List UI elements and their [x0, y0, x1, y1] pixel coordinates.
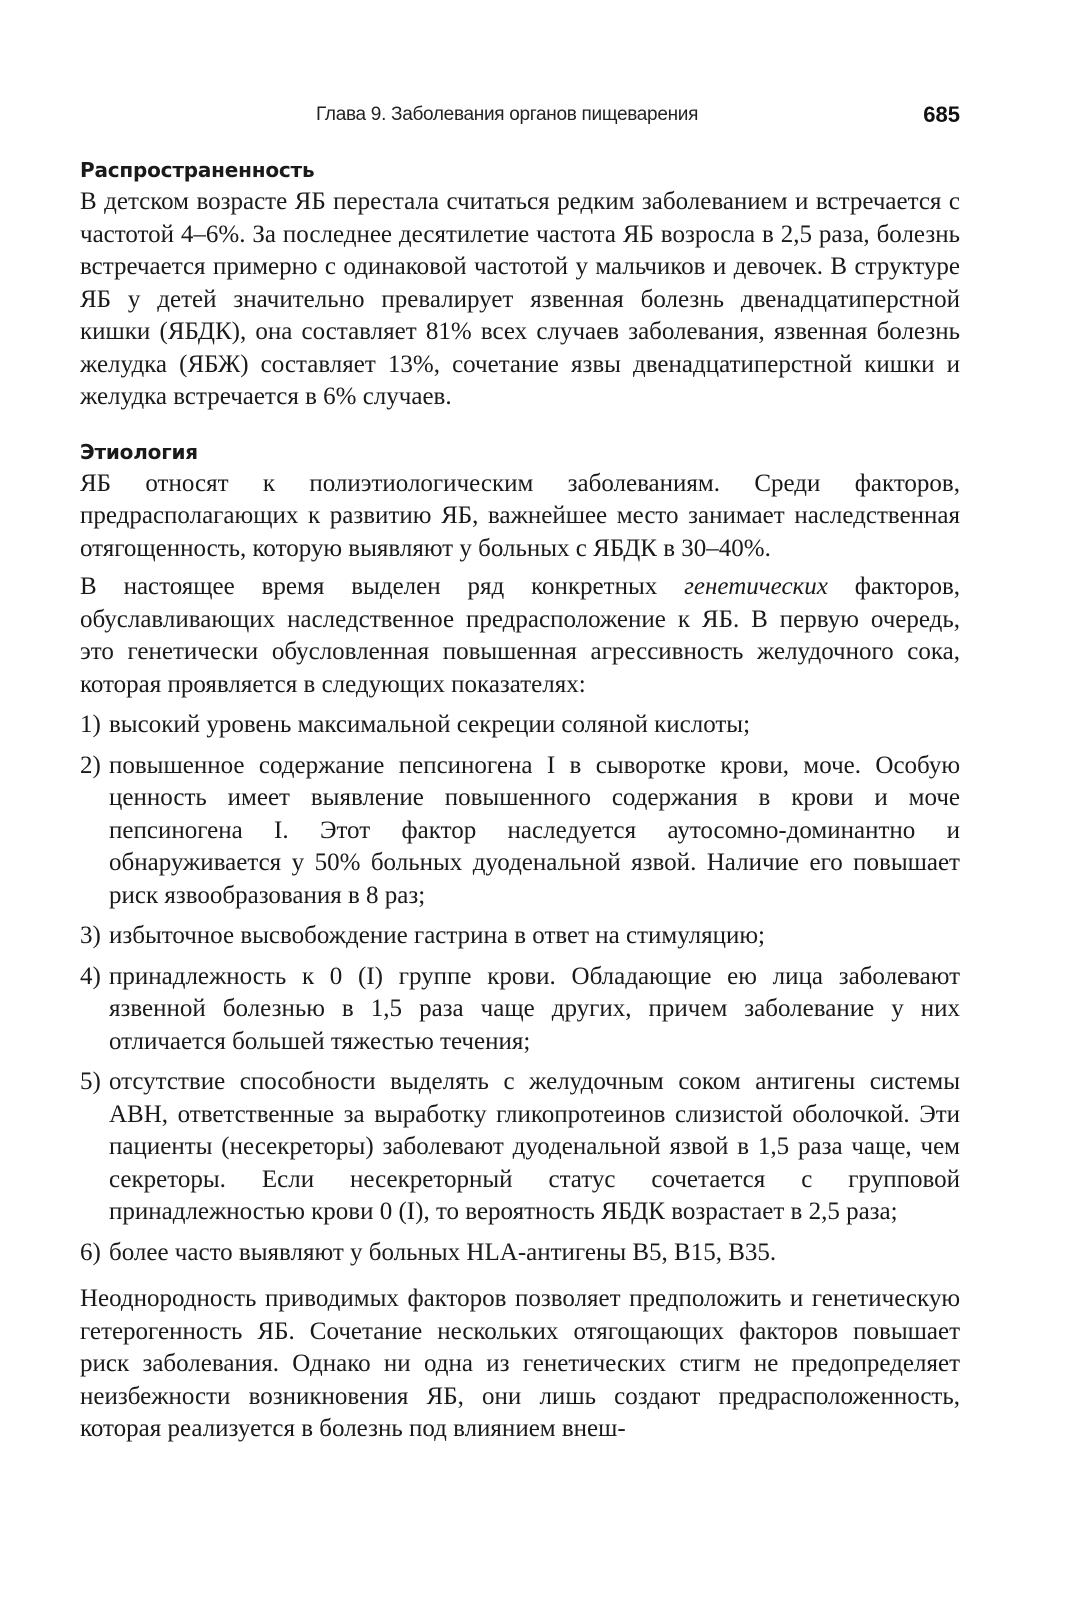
list-item: [80, 709, 960, 742]
section-heading-prevalence: Распространенность: [80, 158, 315, 182]
list-item: [80, 1237, 960, 1270]
running-head: [80, 104, 960, 132]
etiology-paragraph-2: [80, 571, 960, 701]
section-heading-etiology: Этиология: [80, 439, 198, 464]
list-item-text: высокий уровень максимальной секреции соляной кислоты;: [109, 711, 751, 738]
list-item-text: более часто выявляют у больных HLA-антигены B5, B15, B35.: [109, 1238, 777, 1266]
page-number: 685: [923, 102, 960, 127]
list-item-text: принадлежность к 0 (I) группе крови. Обладающие ею лица заболевают язвенной болезнью в 1,5 раза чаще других, причем заболевание у них отличается большей тяжестью течения;: [109, 962, 960, 1055]
chapter-title: Глава 9. Заболевания органов пищеварения: [316, 104, 699, 125]
list-item: [80, 1066, 960, 1229]
etiology-paragraph-1: ЯБ относят к полиэтиологическим заболеваниям. Среди факторов, предрасполагающих к развитию ЯБ, важнейшее место занимает наследственная отягощенность, которую выявляют у больных с ЯБДК в 30–40%.: [80, 469, 960, 562]
list-item: [80, 961, 960, 1059]
list-item-number: 5): [80, 1068, 101, 1095]
etiology-paragraph-2-start: В настоящее время выделен ряд конкретных: [80, 573, 685, 600]
list-item: [80, 920, 960, 953]
list-item: [80, 750, 960, 913]
list-item-text: повышенное содержание пепсиногена I в сыворотке крови, моче. Особую ценность имеет выявление повышенного содержания в крови и моче пепсиногена I. Этот фактор наследуется аутосомно-доминантно и обнаруживается у 50% больных дуоденальной язвой. Наличие его повышает риск язвообразования в 8 раз;: [109, 751, 960, 909]
prevalence-paragraph: В детском возрасте ЯБ перестала считаться редким заболеванием и встречается с частотой 4–6%. За последнее десятилетие частота ЯБ возросла в 2,5 раза, болезнь встречается примерно с одинаковой частотой у мальчиков и девочек. В структуре ЯБ у детей значительно превалирует язвенная болезнь двенадцатиперстной кишки (ЯБДК), она составляет 81% всех случаев заболевания, язвенная болезнь желудка (ЯБЖ) составляет 13%, сочетание язвы двенадцатиперстной кишки и желудка встречается в 6% случаев.: [80, 188, 960, 410]
etiology-paragraph-2-emphasis: генетических: [684, 573, 828, 600]
genetic-factors-list: [80, 709, 960, 1269]
list-item-text: избыточное высвобождение гастрина в ответ на стимуляцию;: [109, 922, 766, 949]
etiology-paragraph-2-end: факторов, обуславливающих наследственное предрасположение к ЯБ. В первую очередь, это генетически обусловленная повышенная агрессивность желудочного сока, которая проявляется в следующих показателях:: [80, 573, 960, 698]
page-content: [80, 154, 960, 1446]
list-item-number: 2): [80, 751, 101, 779]
list-item-text: отсутствие способности выделять с желудочным соком антигены системы ABH, ответственные за выработку гликопротеинов слизистой оболочкой. Эти пациенты (несекреторы) заболевают дуоденальной язвой в 1,5 раза чаще, чем секреторы. Если несекреторный статус сочетается с групповой принадлежностью крови 0 (I), то вероятность ЯБДК возрастает в 2,5 раза;: [109, 1068, 960, 1225]
list-item-number: 1): [80, 711, 101, 738]
etiology-paragraph-3: Неоднородность приводимых факторов позволяет предположить и генетическую гетерогенность ЯБ. Сочетание нескольких отягощающих факторов повышает риск заболевания. Однако ни одна из генетических стигм не предопределяет неизбежности возникновения ЯБ, они лишь создают предрасположенность, которая реализуется в болезнь под влиянием внеш-: [80, 1285, 960, 1442]
list-item-number: 4): [80, 962, 101, 990]
list-item-number: 3): [80, 922, 101, 949]
list-item-number: 6): [80, 1238, 101, 1266]
